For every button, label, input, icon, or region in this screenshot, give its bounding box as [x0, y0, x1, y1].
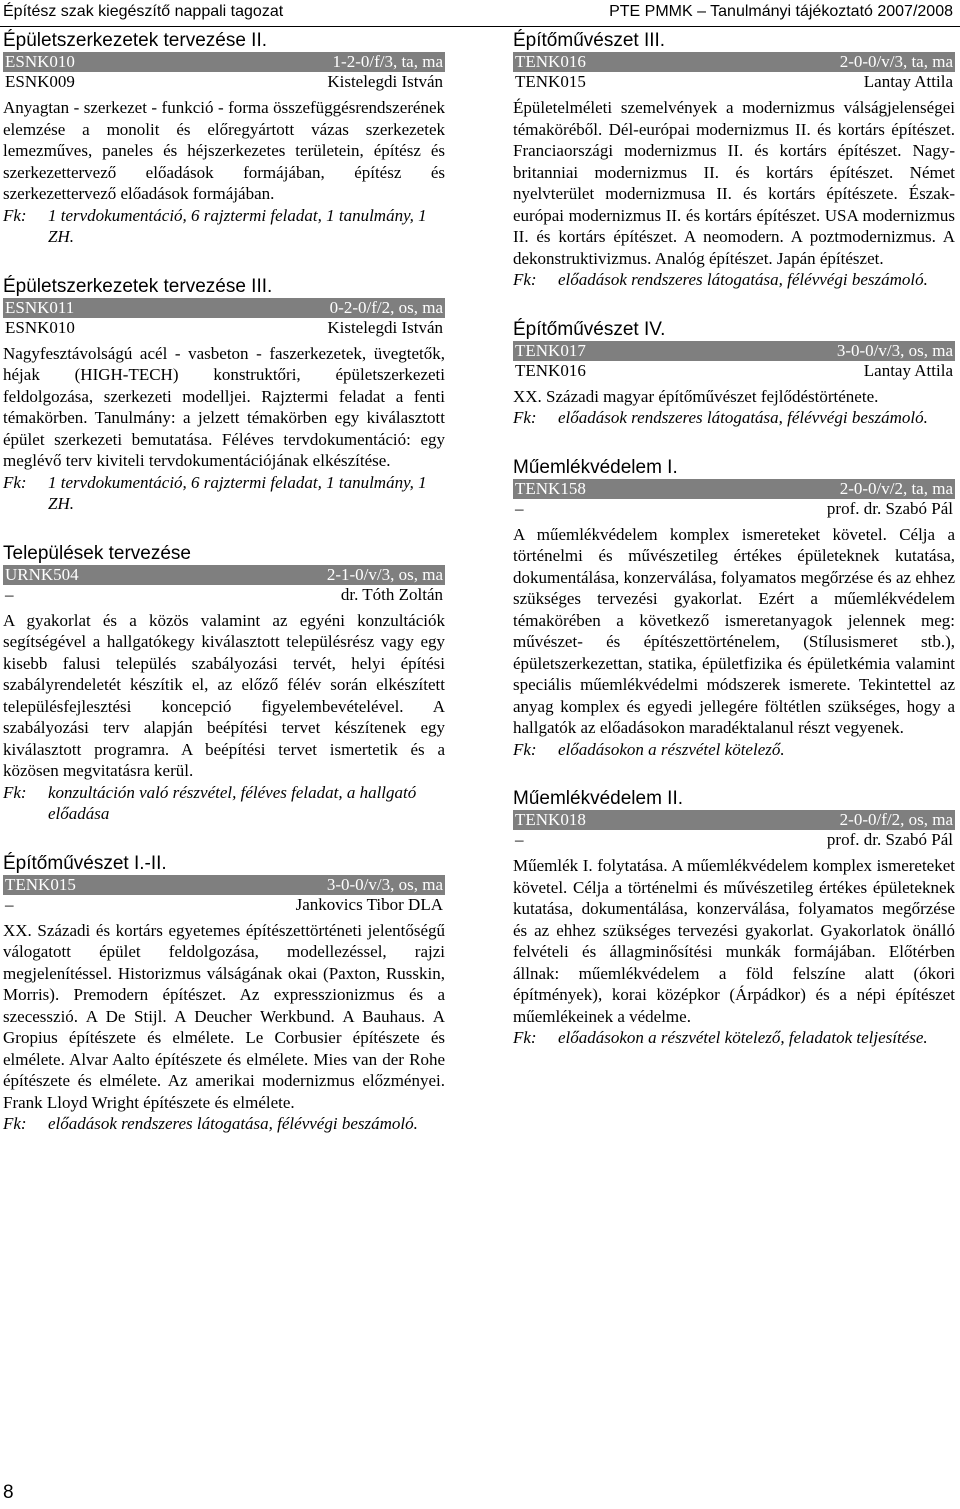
- course-prereq-row: [3, 72, 445, 92]
- course-entry: [3, 543, 445, 825]
- course-title: Építőművészet III.: [513, 30, 666, 51]
- running-header-left: Építész szak kiegészítő nappali tagozat: [3, 3, 284, 20]
- course-prereq: TENK016: [515, 360, 586, 380]
- course-entry: [3, 276, 445, 515]
- course-title: Építőművészet I.-II.: [3, 852, 167, 874]
- requirements-text: előadások rendszeres látogatása, félévvégi beszámoló.: [48, 1114, 418, 1133]
- course-teacher: Lantay Attila: [863, 360, 953, 380]
- course-prereq: ESNK010: [5, 317, 75, 337]
- course-meta: 3-0-0/v/3, os, ma: [326, 874, 443, 894]
- course-title: Műemlékvédelem II.: [513, 788, 684, 809]
- requirements-label: Fk:: [3, 1114, 27, 1133]
- course-description: Épületelméleti szemelvények a modernizmus válságjelenségei témaköréből. Dél-európai modernizmus II. és kortárs építészet. Franciaországi modernizmus II. és kortárs építészet. Nagy-britanniai modernizmus II. és kortárs építészet. Német nyelvterület modernizmusa II. és kortárs építészete. Észak-európai modernizmus II. és kortárs építészet. USA modernizmus II. és kortárs építészet. A neomodern. A poztmodernizmus. A dekonstruktivizmus. Analóg építészet. Japán építészet.: [513, 98, 955, 268]
- course-prereq-row: [513, 361, 955, 381]
- course-description: XX. Századi és kortárs egyetemes építészettörténeti jelentőségű válogatott épület feldolgozása, modellezéssel, rajzi megjelenítéssel. Historizmus válságának okai (Paxton, Russkin, Morris). Premodern építészet. Az expresszionizmus és a szecesszió. A De Stijl. A Deucher Werkbund. A Bauhaus. A Gropius építészete és elmélete. Le Corbusier építészete és elmélete. Alvar Aalto építészete és elmélete. Mies van der Rohe építészete és elmélete. Az amerikai modernizmus előzményei. Frank Lloyd Wright építészete és elmélete.: [3, 920, 445, 1112]
- course-code: TENK158: [515, 478, 586, 498]
- course-prereq-row: [3, 585, 445, 605]
- course-code: TENK016: [515, 52, 586, 71]
- requirements-text: előadásokon a részvétel kötelező.: [558, 739, 785, 759]
- course-entry: [513, 319, 955, 429]
- course-code: TENK017: [515, 340, 586, 360]
- course-teacher: prof. dr. Szabó Pál: [826, 498, 953, 518]
- page-number: 8: [3, 1482, 14, 1503]
- course-code: TENK018: [515, 810, 586, 829]
- course-meta: 3-0-0/v/3, os, ma: [836, 340, 953, 360]
- course-teacher: prof. dr. Szabó Pál: [826, 830, 953, 849]
- course-code-bar: [3, 298, 445, 318]
- course-teacher: dr. Tóth Zoltán: [340, 584, 443, 604]
- requirements-label: Fk:: [513, 1028, 537, 1047]
- course-prereq: –: [5, 584, 14, 604]
- requirements-text: 1 tervdokumentáció, 6 rajztermi feladat, 1 tanulmány, 1 ZH.: [48, 472, 427, 513]
- requirements-text: konzultáción való részvétel, féléves feladat, a hallgató előadása: [48, 782, 417, 823]
- course-prereq: –: [515, 830, 524, 849]
- course-code: TENK015: [5, 874, 76, 894]
- requirements-label: Fk:: [3, 205, 27, 225]
- course-entry: [513, 457, 955, 761]
- left-column: [3, 30, 445, 1135]
- course-prereq-row: [513, 72, 955, 92]
- course-requirements: [3, 1113, 445, 1135]
- course-description: Műemlék I. folytatása. A műemlékvédelem komplex ismereteket követel. Célja a történelmi és művészetileg értékes épületeknek kutatása, dokumentálása, konzerválása, folyamatos megőrzése és az ehhez szükséges tervezési gyakorlat. Gyakorlatok önálló felvételi és állagminősítési munkák formájában. Előtérben állnak: műemlékvédelem a föld felszíne alatt (ókori építmények), korai középkor (Árpádkor) és a népi építészet műemlékeinek a védelme.: [513, 856, 955, 1026]
- course-meta: 2-0-0/v/2, ta, ma: [839, 478, 953, 498]
- course-title: Épületszerkezetek tervezése II.: [3, 30, 268, 51]
- course-meta: 2-0-0/v/3, ta, ma: [839, 52, 953, 71]
- requirements-label: Fk:: [3, 472, 27, 492]
- course-description: Nagyfesztávolságú acél - vasbeton - faszerkezetek, üvegtetők, héjak (HIGH-TECH) konstruktőri, épületszerkezeti feldolgozása, szerkezeti modelljei. Rajztermi feladat a fenti témakörben. Tanulmány: a jelzett témakörben egy kiválasztott épület szerkezeti bemutatása. Féléves tervdokumentáció: egy meglévő terv kiviteli tervdokumentációjának elkészítése.: [3, 343, 445, 470]
- course-title: Települések tervezése: [3, 542, 191, 564]
- requirements-text: előadások rendszeres látogatása, félévvégi beszámoló.: [558, 408, 928, 427]
- course-entry: [513, 788, 955, 1049]
- course-teacher: Jankovics Tibor DLA: [295, 894, 443, 914]
- course-description: XX. Századi magyar építőművészet fejlődéstörténete.: [513, 386, 879, 406]
- course-prereq: –: [515, 498, 524, 518]
- right-column: [513, 30, 955, 1049]
- course-meta: 0-2-0/f/2, os, ma: [329, 297, 443, 317]
- course-code-bar: [513, 341, 955, 361]
- course-requirements: [513, 269, 955, 291]
- course-code-bar: [3, 565, 445, 585]
- course-code-bar: [513, 479, 955, 499]
- course-code: URNK504: [5, 564, 79, 584]
- requirements-label: Fk:: [513, 408, 537, 427]
- requirements-label: Fk:: [3, 782, 27, 802]
- course-prereq-row: [513, 830, 955, 850]
- course-prereq: –: [5, 894, 14, 914]
- requirements-label: Fk:: [513, 739, 537, 759]
- course-title: Építőművészet IV.: [513, 318, 666, 340]
- course-teacher: Lantay Attila: [863, 72, 953, 91]
- course-prereq: TENK015: [515, 72, 586, 91]
- course-description: Anyagtan - szerkezet - funkció - forma összefüggésrendszerének elemzése a monolit és előregyártott vázas szerkezetek lemezműves, paneles és héjszerkezetes területein, építész és szerkezettervező előadások formájában, építész és szerkezettervező előadások formájában.: [3, 98, 445, 203]
- course-requirements: [513, 407, 955, 429]
- course-code: ESNK011: [5, 297, 75, 317]
- course-title: Műemlékvédelem I.: [513, 456, 678, 478]
- course-requirements: [3, 472, 445, 515]
- requirements-label: Fk:: [513, 270, 537, 289]
- course-meta: 2-1-0/v/3, os, ma: [326, 564, 443, 584]
- course-requirements: [3, 205, 445, 248]
- course-prereq-row: [513, 499, 955, 519]
- course-description: A műemlékvédelem komplex ismereteket követel. Célja a történelmi és művészetileg értékes épületeknek kutatása, dokumentálása, konzerválása, folyamatos megőrzése és az ehhez szükséges tervezési gyakorlat. Ezért a műemlékvédelem témakörében a következő ismeretanyagok jelennek meg: művészet- és építészettörténelem, (Stílusismeret stb.), épületszerkezettan, statika, épületfizika és épületkémia valamint speciális műemlékvédelmi módszerek ismerete. Tekintettel az anyag komplex és egyedi jellegére föltétlen szükséges, hogy a hallgatók az előadásokon maradéktalanul részt vegyenek.: [513, 524, 955, 737]
- running-header-right: PTE PMMK – Tanulmányi tájékoztató 2007/2008: [609, 3, 953, 20]
- course-title: Épületszerkezetek tervezése III.: [3, 275, 273, 297]
- course-teacher: Kistelegdi István: [327, 317, 443, 337]
- requirements-text: előadások rendszeres látogatása, félévvégi beszámoló.: [558, 270, 928, 289]
- course-prereq-row: [3, 318, 445, 338]
- course-entry: [513, 30, 955, 291]
- requirements-text: 1 tervdokumentáció, 6 rajztermi feladat, 1 tanulmány, 1 ZH.: [48, 205, 427, 246]
- course-entry: [3, 30, 445, 248]
- course-prereq: ESNK009: [5, 72, 75, 91]
- course-code-bar: [3, 52, 445, 72]
- course-requirements: [3, 782, 445, 825]
- course-meta: 1-2-0/f/3, ta, ma: [332, 52, 443, 71]
- requirements-text: előadásokon a részvétel kötelező, feladatok teljesítése.: [558, 1028, 928, 1047]
- header-divider: [0, 26, 960, 27]
- course-entry: [3, 853, 445, 1135]
- course-code-bar: [3, 875, 445, 895]
- course-code: ESNK010: [5, 52, 75, 71]
- course-description: A gyakorlat és a közös valamint az egyéni konzultációk segítségével a hallgatókegy kiválasztott településrész vagy egy kisebb falusi település szabályozási tervét, helyi építési szabályrendeletét készítik el, az előző félév során elkészített településfejlesztési koncepció figyelembevételével. A szabályozási terv alapján beépítési tervet készítenek egy kiválasztott programra. A beépítési tervet ismertetik és a közösen megvitatásra kerül.: [3, 610, 445, 780]
- course-meta: 2-0-0/f/2, os, ma: [839, 810, 953, 829]
- course-code-bar: [513, 52, 955, 72]
- course-requirements: [513, 739, 955, 761]
- course-code-bar: [513, 810, 955, 830]
- course-prereq-row: [3, 895, 445, 915]
- course-requirements: [513, 1027, 955, 1049]
- course-teacher: Kistelegdi István: [327, 72, 443, 91]
